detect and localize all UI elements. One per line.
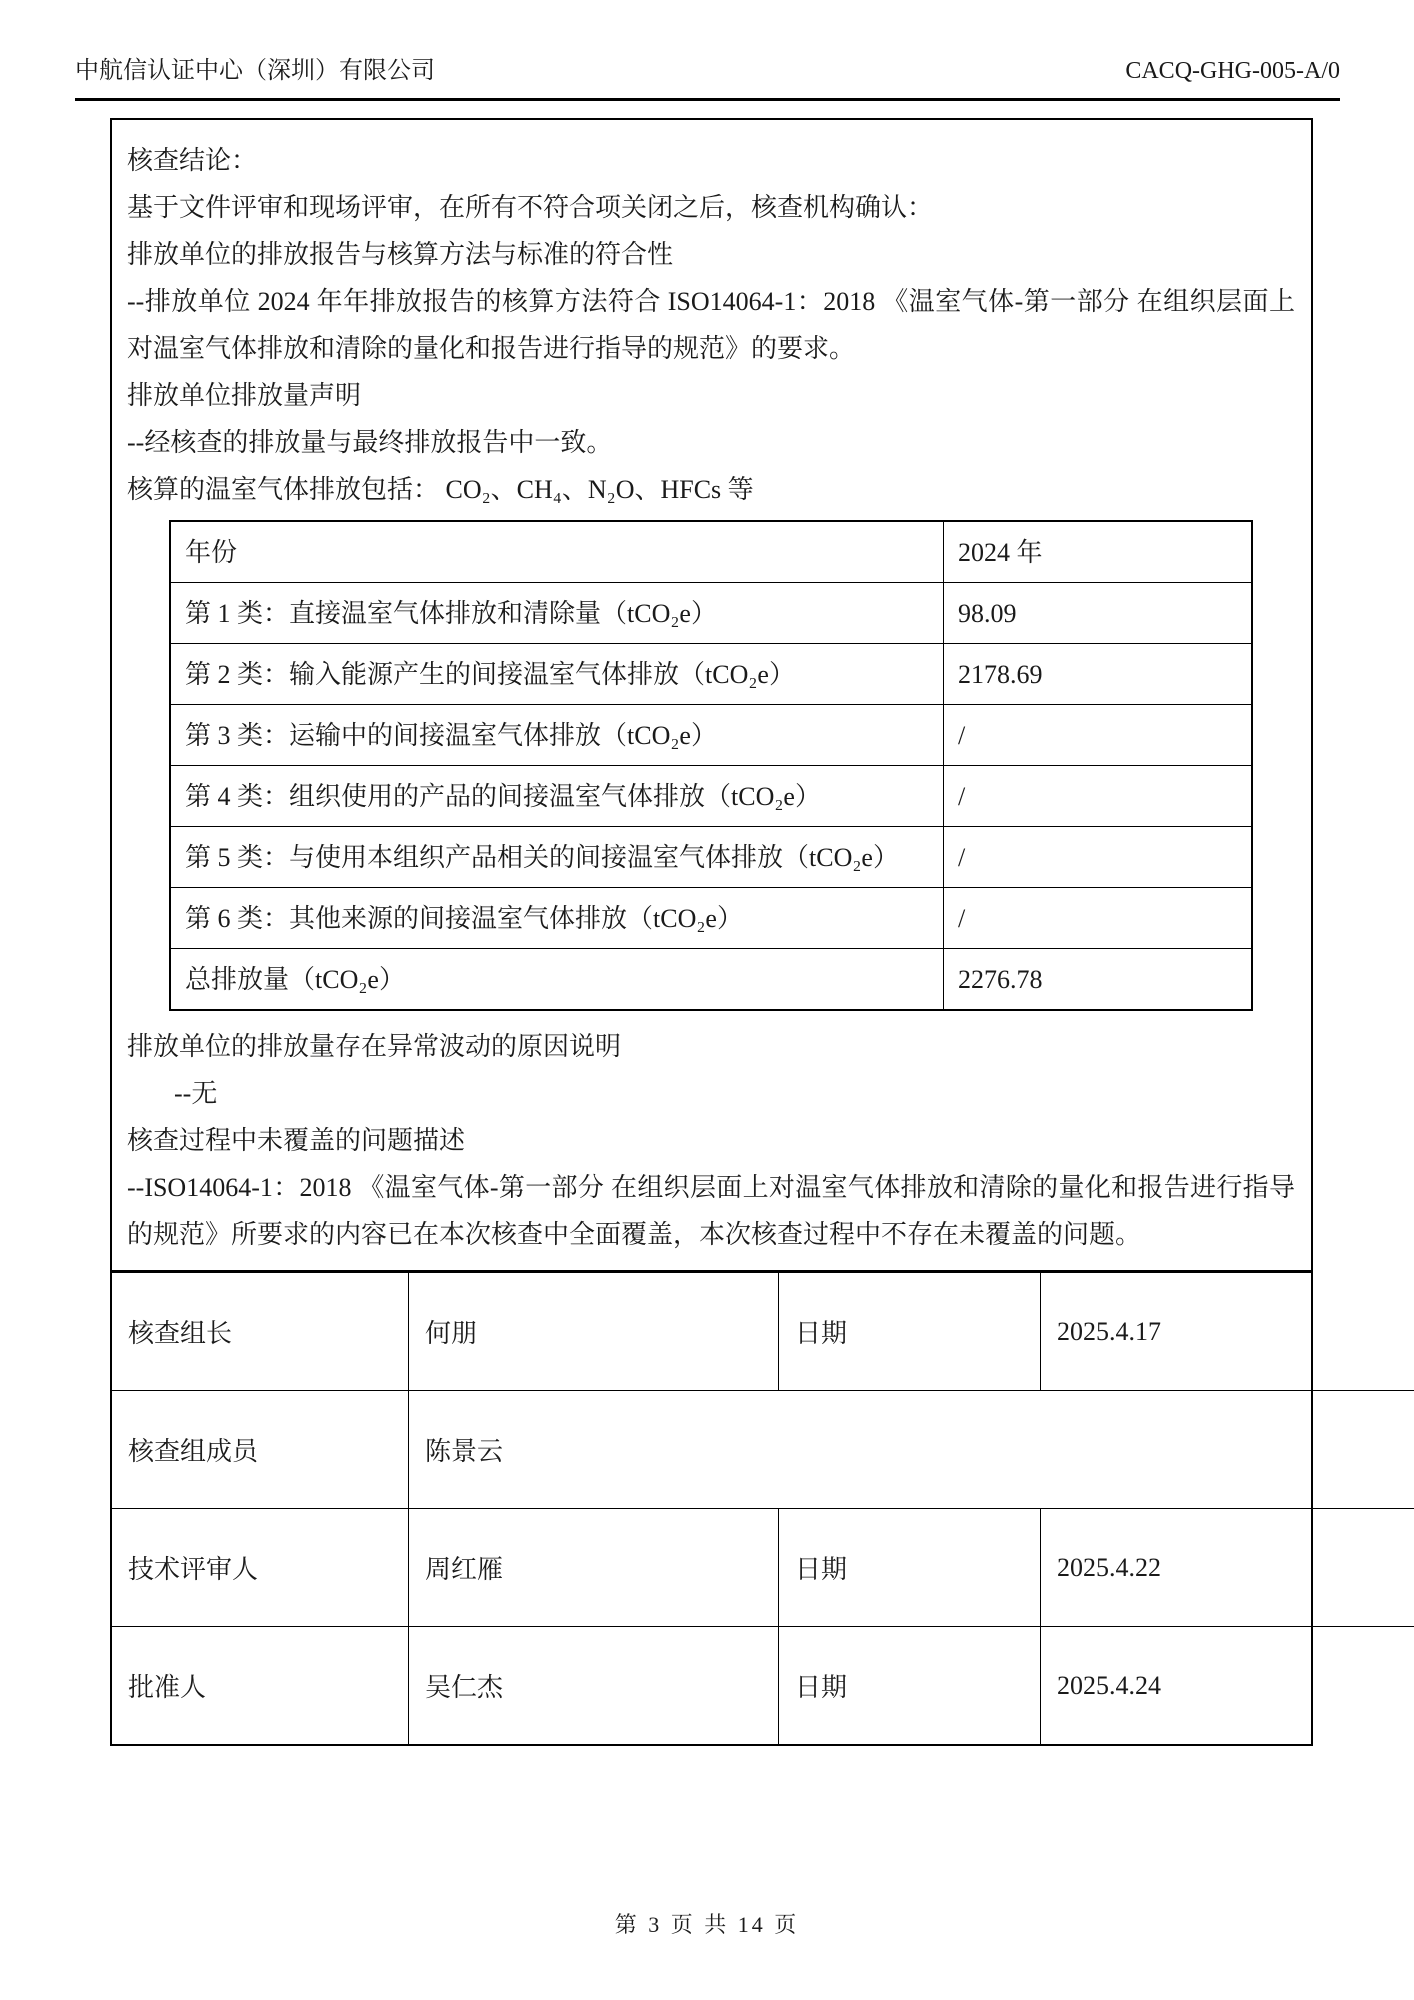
fluctuation-heading: 排放单位的排放量存在异常波动的原因说明 <box>127 1032 622 1061</box>
total-value: 2276.78 <box>944 949 1253 1011</box>
category-3-label: 第 3 类：运输中的间接温室气体排放（tCO₂e） <box>170 705 944 766</box>
table-row-team-member <box>112 1391 1414 1509</box>
category-5-value: / <box>944 827 1253 888</box>
report-compliance-heading: 排放单位的排放报告与核算方法与标准的符合性 <box>127 240 674 269</box>
year-label-cell: 年份 <box>170 521 944 583</box>
table-row-tech-reviewer <box>112 1509 1414 1627</box>
doc-code: CACQ-GHG-005-A/0 <box>1125 58 1340 84</box>
emission-statement-detail: --经核查的排放量与最终排放报告中一致。 <box>127 428 613 457</box>
category-2-value: 2178.69 <box>944 644 1253 705</box>
tech-reviewer-name: 周红雁 <box>409 1509 779 1627</box>
approver-role: 批准人 <box>112 1627 409 1745</box>
document-body-frame <box>110 118 1313 1746</box>
table-row-category-4 <box>170 766 1252 827</box>
tech-reviewer-date: 2025.4.22 <box>1041 1509 1414 1627</box>
table-row-team-leader <box>112 1273 1414 1391</box>
table-row-approver <box>112 1627 1414 1745</box>
team-member-role: 核查组成员 <box>112 1391 409 1509</box>
conclusion-section <box>112 120 1311 1273</box>
approver-date: 2025.4.24 <box>1041 1627 1414 1745</box>
fluctuation-answer: --无 <box>174 1079 218 1108</box>
table-row-category-6 <box>170 888 1252 949</box>
category-4-label: 第 4 类：组织使用的产品的间接温室气体排放（tCO₂e） <box>170 766 944 827</box>
company-name: 中航信认证中心（深圳）有限公司 <box>75 58 435 84</box>
conclusion-basis: 基于文件评审和现场评审，在所有不符合项关闭之后，核查机构确认： <box>127 193 934 222</box>
team-leader-date-label: 日期 <box>779 1273 1041 1391</box>
uncovered-heading: 核查过程中未覆盖的问题描述 <box>127 1126 466 1155</box>
category-6-value: / <box>944 888 1253 949</box>
category-2-label: 第 2 类：输入能源产生的间接温室气体排放（tCO₂e） <box>170 644 944 705</box>
report-compliance-detail: --排放单位 2024 年年排放报告的核算方法符合 ISO14064-1：2018 《温室气体-第一部分 在组织层面上对温室气体排放和清除的量化和报告进行指导的规范》的要求。 <box>127 287 1295 363</box>
table-row-year <box>170 521 1252 583</box>
table-row-category-1 <box>170 583 1252 644</box>
ghg-gases-line: 核算的温室气体排放包括： CO₂、CH₄、N₂O、HFCs 等 <box>127 475 754 504</box>
uncovered-detail: --ISO14064-1：2018 《温室气体-第一部分 在组织层面上对温室气体排放和清除的量化和报告进行指导的规范》所要求的内容已在本次核查中全面覆盖，本次核查过程中不存在未覆盖的问题。 <box>127 1173 1295 1249</box>
category-4-value: / <box>944 766 1253 827</box>
page-header <box>75 50 1340 101</box>
category-5-label: 第 5 类：与使用本组织产品相关的间接温室气体排放（tCO₂e） <box>170 827 944 888</box>
category-1-value: 98.09 <box>944 583 1253 644</box>
document-page <box>75 50 1340 1746</box>
approver-name: 吴仁杰 <box>409 1627 779 1745</box>
category-6-label: 第 6 类：其他来源的间接温室气体排放（tCO₂e） <box>170 888 944 949</box>
team-leader-name: 何朋 <box>409 1273 779 1391</box>
category-1-label: 第 1 类：直接温室气体排放和清除量（tCO₂e） <box>170 583 944 644</box>
year-value-cell: 2024 年 <box>944 521 1253 583</box>
tech-reviewer-role: 技术评审人 <box>112 1509 409 1627</box>
team-leader-date: 2025.4.17 <box>1041 1273 1414 1391</box>
approver-date-label: 日期 <box>779 1627 1041 1745</box>
category-3-value: / <box>944 705 1253 766</box>
table-row-category-3 <box>170 705 1252 766</box>
team-leader-role: 核查组长 <box>112 1273 409 1391</box>
table-row-total <box>170 949 1252 1011</box>
team-member-name: 陈景云 <box>409 1391 1414 1509</box>
total-label: 总排放量（tCO₂e） <box>170 949 944 1011</box>
table-row-category-2 <box>170 644 1252 705</box>
signature-table <box>112 1273 1414 1744</box>
emission-statement-heading: 排放单位排放量声明 <box>127 381 362 410</box>
emissions-table <box>169 520 1253 1011</box>
page-number: 第 3 页 共 14 页 <box>614 1912 800 1937</box>
table-row-category-5 <box>170 827 1252 888</box>
conclusion-heading: 核查结论： <box>127 146 258 175</box>
tech-reviewer-date-label: 日期 <box>779 1509 1041 1627</box>
